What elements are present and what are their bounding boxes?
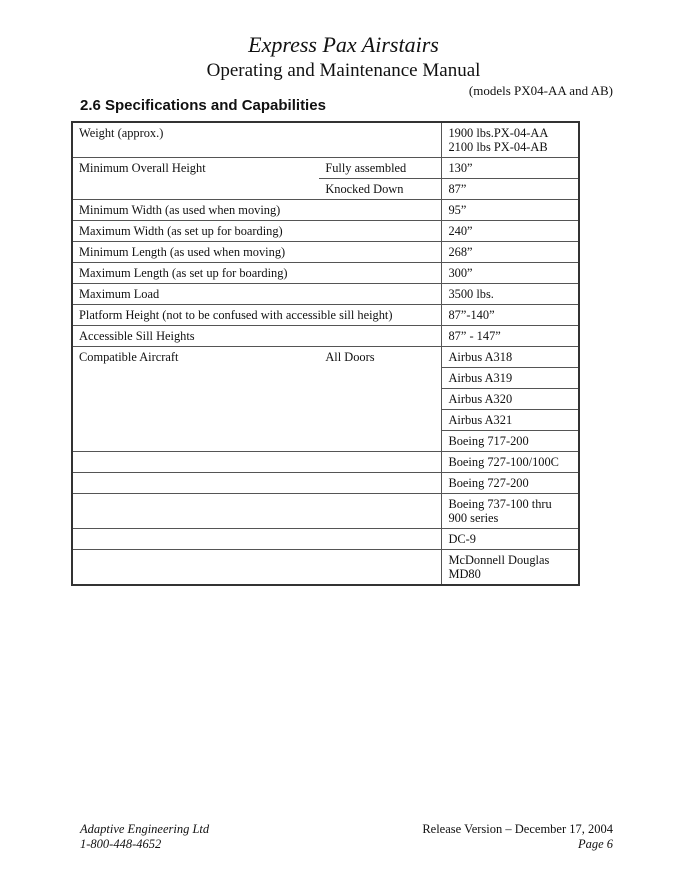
- table-row: [72, 494, 579, 529]
- footer-company: Adaptive Engineering Ltd: [80, 822, 210, 836]
- aircraft-item: Airbus A320: [442, 389, 579, 410]
- table-row: [72, 550, 579, 586]
- spec-condition: Fully assembled: [319, 158, 442, 179]
- table-row: [72, 452, 579, 473]
- specifications-table: [71, 121, 580, 586]
- footer-phone: 1-800-448-4652: [80, 837, 162, 851]
- section-heading: 2.6 Specifications and Capabilities: [80, 97, 326, 114]
- table-row: [72, 122, 579, 158]
- table-row: [72, 389, 579, 410]
- aircraft-item: Boeing 717-200: [442, 431, 579, 452]
- spec-label: Maximum Length (as set up for boarding): [72, 263, 442, 284]
- aircraft-item: Boeing 727-100/100C: [442, 452, 579, 473]
- table-row: [72, 158, 579, 179]
- table-row: [72, 347, 579, 368]
- table-row: [72, 529, 579, 550]
- spec-label: Weight (approx.): [72, 122, 319, 158]
- spec-label: Minimum Length (as used when moving): [72, 242, 442, 263]
- table-row: [72, 200, 579, 221]
- table-row: [72, 410, 579, 431]
- table-row: [72, 179, 579, 200]
- spec-label: Accessible Sill Heights: [72, 326, 442, 347]
- footer-company-block: [80, 822, 209, 852]
- document-subtitle: Operating and Maintenance Manual: [206, 60, 481, 81]
- table-row: [72, 284, 579, 305]
- spec-value: 130”: [442, 158, 579, 179]
- spec-value: 240”: [442, 221, 579, 242]
- spec-value: 1900 lbs.PX-04-AA 2100 lbs PX-04-AB: [442, 122, 579, 158]
- spec-condition: Knocked Down: [319, 179, 442, 200]
- table-row: [72, 242, 579, 263]
- spec-value: 87”: [442, 179, 579, 200]
- aircraft-item: Boeing 737-100 thru 900 series: [442, 494, 579, 529]
- table-row: [72, 263, 579, 284]
- models-note: (models PX04-AA and AB): [468, 83, 613, 98]
- aircraft-item: Airbus A319: [442, 368, 579, 389]
- aircraft-item: Airbus A318: [442, 347, 579, 368]
- spec-label: Maximum Load: [72, 284, 442, 305]
- document-title: Express Pax Airstairs: [248, 32, 439, 57]
- spec-label: Compatible Aircraft: [72, 347, 319, 368]
- table-row: [72, 368, 579, 389]
- spec-value: 95”: [442, 200, 579, 221]
- table-row: [72, 221, 579, 242]
- spec-label: Minimum Overall Height: [72, 158, 319, 179]
- spec-value: 87” - 147”: [442, 326, 579, 347]
- aircraft-item: Airbus A321: [442, 410, 579, 431]
- spec-value: 3500 lbs.: [442, 284, 579, 305]
- footer-release: Release Version – December 17, 2004: [422, 822, 613, 836]
- table-row: [72, 473, 579, 494]
- spec-value: 268”: [442, 242, 579, 263]
- spec-value: 87”-140”: [442, 305, 579, 326]
- table-row: [72, 431, 579, 452]
- aircraft-item: DC-9: [442, 529, 579, 550]
- aircraft-item: Boeing 727-200: [442, 473, 579, 494]
- footer-page-number: Page 6: [577, 837, 613, 851]
- spec-value: 300”: [442, 263, 579, 284]
- table-row: [72, 305, 579, 326]
- spec-condition: All Doors: [319, 347, 442, 368]
- aircraft-item: McDonnell Douglas MD80: [442, 550, 579, 586]
- spec-label: Maximum Width (as set up for boarding): [72, 221, 442, 242]
- table-row: [72, 326, 579, 347]
- spec-label: Platform Height (not to be confused with accessible sill height): [72, 305, 442, 326]
- spec-label: Minimum Width (as used when moving): [72, 200, 442, 221]
- footer-release-block: [422, 822, 613, 852]
